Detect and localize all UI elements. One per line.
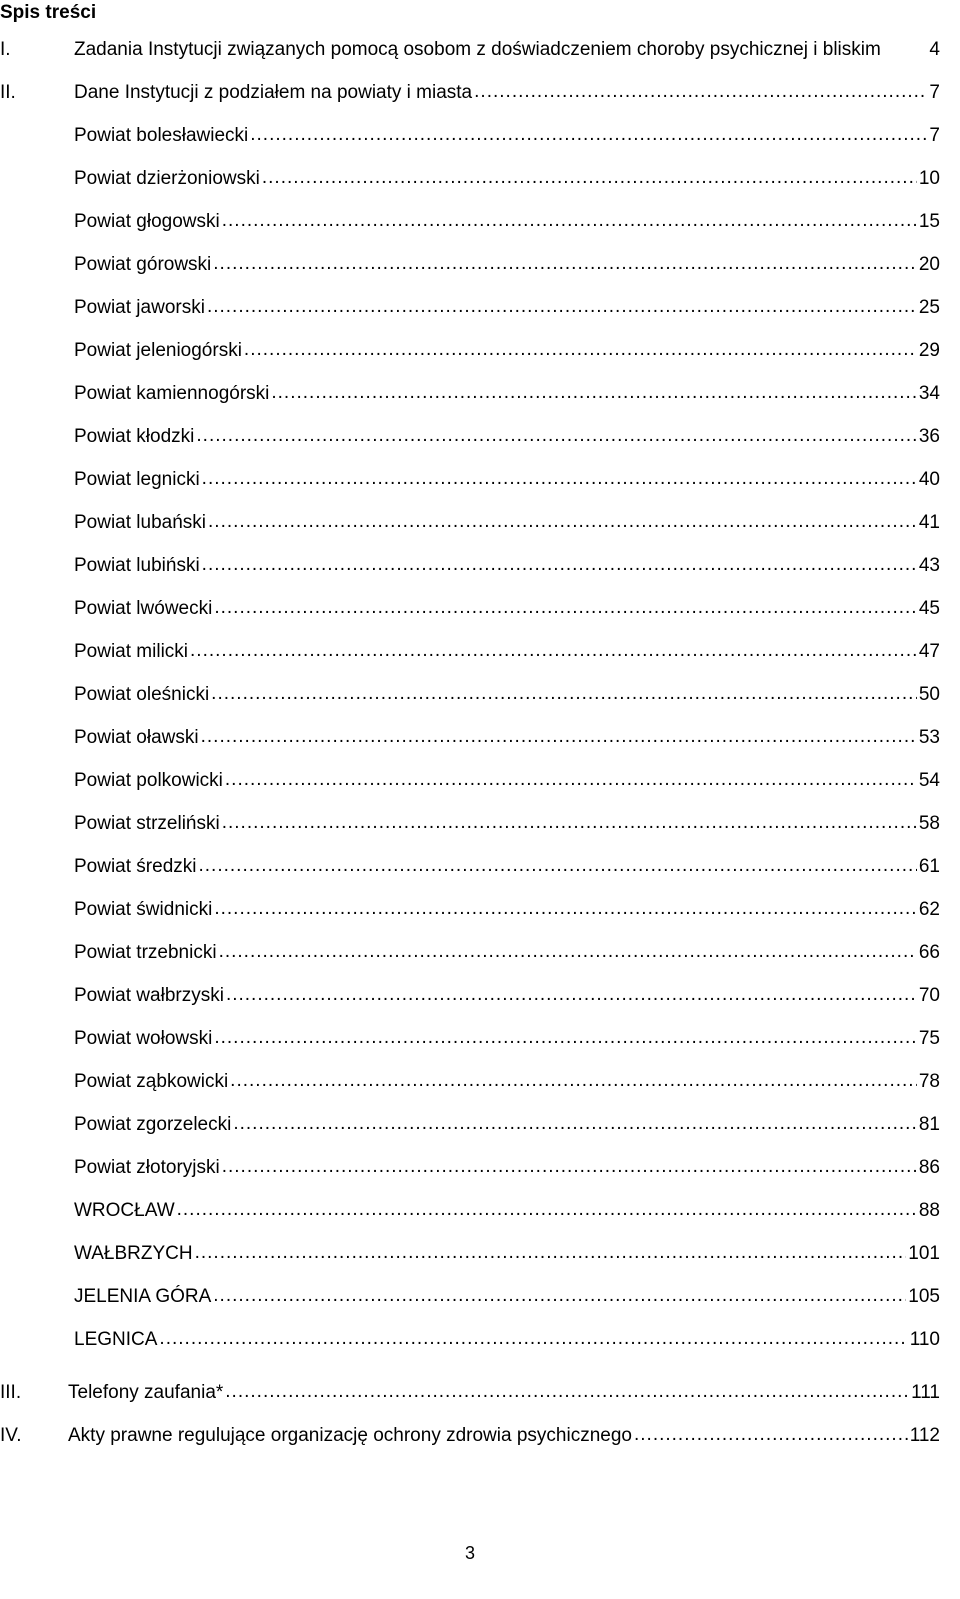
toc-leader-dots [202,470,917,490]
toc-entry-label: Powiat jaworski [74,296,205,318]
toc-entry-label: Powiat świdnicki [74,898,213,920]
toc-leader-dots [207,298,917,318]
toc-entry-page: 111 [911,1381,940,1403]
toc-entry-label: Telefony zaufania* [68,1381,224,1403]
toc-leader-dots [474,83,927,103]
toc-entry[interactable] [0,1146,940,1189]
toc-leader-dots [219,943,917,963]
toc-leader-dots [196,427,916,447]
toc-entry-label: Powiat lubiński [74,554,200,576]
toc-entry-page: 40 [918,468,940,490]
toc-entry-label: Akty prawne regulujące organizację ochrony zdrowia psychicznego [68,1424,632,1446]
toc-entry-label: JELENIA GÓRA [74,1285,212,1307]
toc-entry-label: Powiat zgorzelecki [74,1113,232,1135]
toc-entry-number: II. [0,81,16,103]
toc-entry-section-3[interactable] [0,1371,940,1414]
toc-entry-page: 58 [918,812,940,834]
toc-entry-number: IV. [0,1424,22,1446]
toc-entry[interactable] [0,114,940,157]
toc-entry-label: WROCŁAW [74,1199,175,1221]
toc-entry-label: Powiat jeleniogórski [74,339,242,361]
toc-entry-label: Powiat dzierżoniowski [74,167,260,189]
toc-leader-dots [271,384,916,404]
toc-entry[interactable] [0,1060,940,1103]
toc-entry[interactable] [0,587,940,630]
toc-leader-dots [211,685,917,705]
toc-leader-dots [250,126,927,146]
toc-leader-dots [214,599,917,619]
toc-entry-label: Powiat wałbrzyski [74,984,224,1006]
toc-leader-dots [199,857,917,877]
toc-entry-page: 70 [918,984,940,1006]
toc-entry[interactable] [0,372,940,415]
toc-leader-dots [214,1029,917,1049]
toc-entry[interactable] [0,845,940,888]
toc-entry-page: 15 [918,210,940,232]
toc-entry-page: 41 [918,511,940,533]
toc-entry-page: 86 [918,1156,940,1178]
toc-leader-dots [226,986,917,1006]
toc-leader-dots [634,1426,908,1446]
toc-leader-dots [202,556,917,576]
toc-leader-dots [214,900,917,920]
toc-entry-section-4[interactable] [0,1414,940,1457]
toc-entry-section-2[interactable] [0,71,940,114]
toc-entry[interactable] [0,329,940,372]
toc-entry-page: 20 [918,253,940,275]
toc-entry[interactable] [0,759,940,802]
toc-entry-page: 81 [918,1113,940,1135]
toc-leader-dots [195,1244,907,1264]
toc-entry-number: III. [0,1381,22,1403]
toc-leader-dots [159,1330,907,1350]
toc-entry-page: 75 [918,1027,940,1049]
toc-entry[interactable] [0,1232,940,1275]
toc-leader-dots [225,1383,909,1403]
toc-entry-label: Powiat milicki [74,640,189,662]
toc-entry-page: 101 [908,1242,940,1264]
toc-entry-section-1[interactable] [0,28,940,71]
toc-title: Spis treści [0,2,97,23]
toc-leader-dots [244,341,917,361]
toc-entry-label: Powiat lwówecki [74,597,213,619]
toc-entry[interactable] [0,974,940,1017]
toc-entry-label: Powiat górowski [74,253,212,275]
page-number: 3 [464,1543,475,1563]
toc-leader-dots [222,1158,917,1178]
toc-entry-page: 105 [908,1285,940,1307]
toc-entry[interactable] [0,1017,940,1060]
toc-entry[interactable] [0,673,940,716]
toc-entry[interactable] [0,501,940,544]
toc-entry-page: 66 [918,941,940,963]
toc-leader-dots [225,771,917,791]
toc-entry-page: 61 [918,855,940,877]
toc-entry-label: Powiat legnicki [74,468,200,490]
toc-entry[interactable] [0,157,940,200]
toc-entry[interactable] [0,544,940,587]
toc-entry-page: 88 [918,1199,940,1221]
toc-entry-page: 43 [918,554,940,576]
toc-entry[interactable] [0,888,940,931]
toc-entry[interactable] [0,243,940,286]
toc-entry[interactable] [0,415,940,458]
toc-entry-label: WAŁBRZYCH [74,1242,193,1264]
toc-entry[interactable] [0,802,940,845]
toc-entry[interactable] [0,200,940,243]
toc-entry-label: Powiat złotoryjski [74,1156,220,1178]
toc-entry-label: Powiat oławski [74,726,199,748]
toc-sub-entries [0,114,940,1361]
toc-entry-page: 110 [909,1328,940,1350]
toc-leader-dots [201,728,917,748]
toc-entry-page: 62 [918,898,940,920]
toc-entry-page: 54 [918,769,940,791]
toc-entry-label: Dane Instytucji z podziałem na powiaty i miasta [74,81,473,103]
toc-entry[interactable] [0,716,940,759]
toc-entry-label: Powiat kłodzki [74,425,195,447]
toc-leader-dots [222,814,917,834]
toc-entry[interactable] [0,1103,940,1146]
toc-entry[interactable] [0,630,940,673]
toc-entry-label: LEGNICA [74,1328,158,1350]
toc-entry-label: Powiat ząbkowicki [74,1070,229,1092]
toc-entry[interactable] [0,1275,940,1318]
toc-leader-dots [222,212,917,232]
toc-entry-page: 45 [918,597,940,619]
toc-entry-page: 50 [918,683,940,705]
toc-entry-page: 4 [929,38,940,60]
toc-entry-label: Powiat polkowicki [74,769,223,791]
toc-entry[interactable] [0,1318,940,1361]
toc-leader-dots [262,169,917,189]
toc-entry-label: Powiat strzeliński [74,812,220,834]
toc-entry-label: Zadania Instytucji związanych pomocą osobom z doświadczeniem choroby psychicznej i bliskim [74,38,881,60]
toc-entry-label: Powiat wołowski [74,1027,213,1049]
toc-entry-label: Powiat bolesławiecki [74,124,249,146]
toc-entry-page: 7 [929,124,940,146]
toc-leader-dots [213,255,917,275]
toc-entry[interactable] [0,1189,940,1232]
toc-entry[interactable] [0,286,940,329]
toc-entry-page: 7 [929,81,940,103]
toc-entry-page: 29 [918,339,940,361]
toc-entry-page: 112 [909,1424,940,1446]
toc-entry-label: Powiat trzebnicki [74,941,217,963]
toc-entry[interactable] [0,931,940,974]
toc-leader-dots [190,642,917,662]
toc-entry-page: 25 [918,296,940,318]
toc-entry-label: Powiat średzki [74,855,197,877]
toc-entry-page: 47 [918,640,940,662]
toc-entry-label: Powiat głogowski [74,210,220,232]
toc-leader-dots [177,1201,917,1221]
toc-entry-label: Powiat kamiennogórski [74,382,270,404]
toc-entry-page: 78 [918,1070,940,1092]
toc-leader-dots [230,1072,917,1092]
toc-leader-dots [213,1287,906,1307]
toc-leader-dots [208,513,917,533]
toc-entry-page: 34 [918,382,940,404]
toc-leader-dots [233,1115,917,1135]
toc-leader-dots [883,40,928,60]
toc-entry-page: 36 [918,425,940,447]
toc-entry-label: Powiat lubański [74,511,207,533]
table-of-contents [0,28,940,1457]
toc-entry-label: Powiat oleśnicki [74,683,210,705]
toc-entry-number: I. [0,38,11,60]
toc-entry-page: 53 [918,726,940,748]
toc-entry-page: 10 [918,167,940,189]
toc-entry[interactable] [0,458,940,501]
